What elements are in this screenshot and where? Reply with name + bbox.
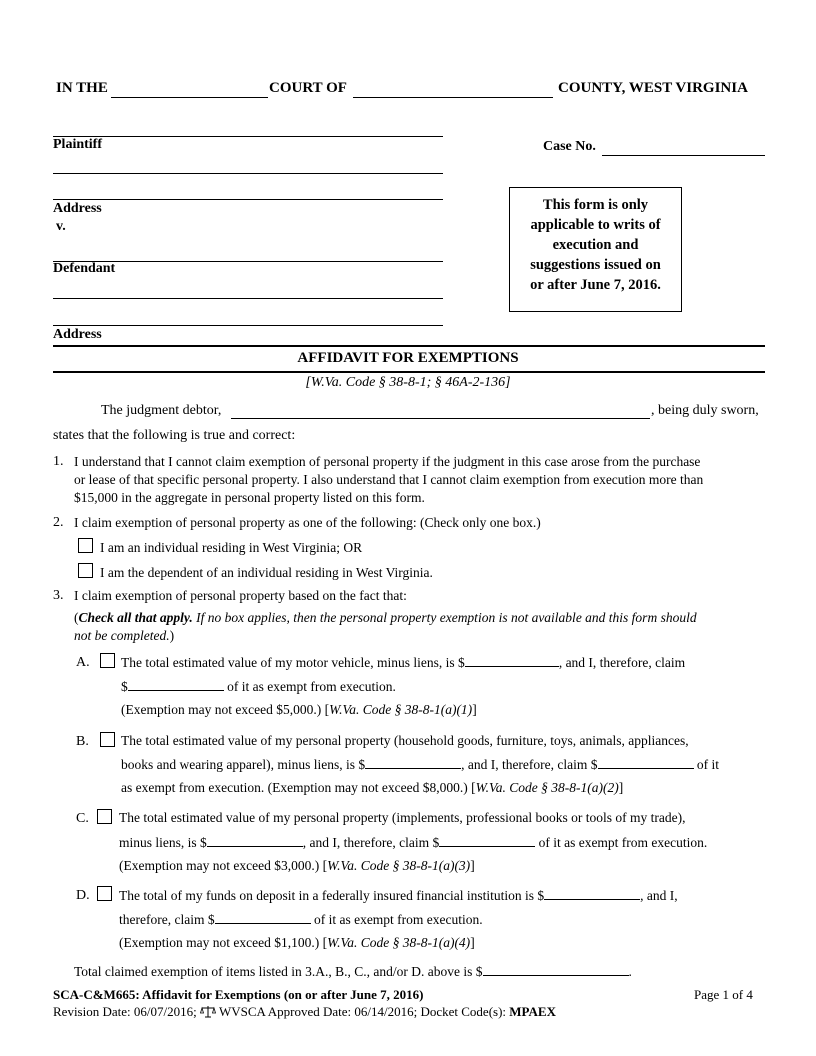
header-court-of: COURT OF [269, 80, 347, 96]
motor-vehicle-checkbox[interactable] [100, 653, 115, 668]
item-1-line-1: I understand that I cannot claim exemption of personal property if the judgment in this case arose from the purchase [74, 454, 701, 469]
subitem-c-text-1: minus liens, is $ [119, 835, 207, 850]
subitem-b-letter: B. [76, 734, 89, 749]
footer-docket-code: MPAEX [509, 1004, 556, 1019]
funds-claim-field[interactable] [215, 911, 311, 924]
subitem-c-text-2: , and I, therefore, claim $ [302, 835, 440, 850]
motor-vehicle-value-field[interactable] [465, 654, 559, 667]
subitem-d-text-2: , and I, [640, 888, 678, 903]
subitem-a-line-1 [121, 654, 685, 671]
subitem-a-letter: A. [76, 655, 90, 670]
total-text: Total claimed exemption of items listed in 3.A., B., C., and/or D. above is $ [74, 964, 483, 979]
subitem-b-text-3: of it [696, 757, 720, 772]
subitem-b-line-2 [121, 756, 719, 773]
subitem-c-code: W.Va. Code § 38-8-1(a)(3) [327, 858, 471, 873]
plaintiff-name-field[interactable] [53, 136, 443, 137]
plaintiff-label: Plaintiff [53, 137, 102, 152]
subitem-c-line-2 [119, 834, 707, 851]
header-in-the: IN THE [56, 80, 108, 96]
footer-revision [53, 1004, 556, 1022]
subitem-a-line-2 [121, 678, 396, 695]
item-1-line-3: $15,000 in the aggregate in personal property listed on this form. [74, 490, 425, 505]
item-1-line-2: or lease of that specific personal property. I also understand that I cannot claim exemption from execution more than [74, 472, 704, 487]
total-claim-field[interactable] [483, 963, 629, 976]
item-3-line-1: I claim exemption of personal property based on the fact that: [74, 588, 407, 603]
footer-form-id: SCA-C&M665: Affidavit for Exemptions (on or after June 7, 2016) [53, 987, 424, 1002]
subitem-a-limit: (Exemption may not exceed $5,000.) [ [121, 702, 330, 717]
address-label-2: Address [53, 327, 102, 342]
personal-property-checkbox[interactable] [100, 732, 115, 747]
intro-duly-sworn: , being duly sworn, [651, 403, 759, 418]
motor-vehicle-claim-field[interactable] [128, 678, 224, 691]
form-citation: [W.Va. Code § 38-8-1; § 46A-2-136] [305, 375, 511, 390]
title-rule-top [53, 345, 765, 347]
address-label-1: Address [53, 201, 102, 216]
resident-checkbox[interactable] [78, 538, 93, 553]
subitem-d-close: ] [470, 935, 475, 950]
instructions-italic: If no box applies, then the personal property exemption is not available and this form should [192, 610, 697, 625]
subitem-b-line-1: The total estimated value of my personal property (household goods, furniture, toys, animals, appliances, [121, 733, 689, 748]
tools-value-field[interactable] [207, 834, 303, 847]
subitem-d-text-1: The total of my funds on deposit in a federally insured financial institution is $ [119, 888, 545, 903]
funds-value-field[interactable] [544, 887, 640, 900]
subitem-d-line-1 [119, 887, 678, 904]
subitem-a-text-3: of it as exempt from execution. [227, 679, 396, 694]
subitem-b-limit: as exempt from execution. (Exemption may not exceed $8,000.) [ [121, 780, 476, 795]
dependent-checkbox[interactable] [78, 563, 93, 578]
subitem-a-text-1: The total estimated value of my motor vehicle, minus liens, is $ [121, 655, 465, 670]
subitem-c-letter: C. [76, 811, 89, 826]
item-1-number: 1. [53, 454, 64, 469]
subitem-a-dollar: $ [121, 679, 128, 694]
court-name-field[interactable] [111, 97, 268, 98]
subitem-c-close: ] [470, 858, 475, 873]
item-3-instructions: (Check all that apply. If no box applies, then the personal property exemption is not available and this form should [74, 610, 697, 625]
notice-line-1: This form is only [542, 197, 649, 213]
versus-label: v. [56, 219, 66, 234]
scales-of-justice-icon [200, 1005, 216, 1022]
subitem-d-line-3 [119, 935, 475, 951]
tools-of-trade-checkbox[interactable] [97, 809, 112, 824]
footer-page-number: Page 1 of 4 [694, 987, 753, 1002]
instructions-bold: Check all that apply. [78, 610, 193, 625]
item-2-number: 2. [53, 515, 64, 530]
intro-states: states that the following is true and correct: [53, 428, 296, 443]
subitem-b-code: W.Va. Code § 38-8-1(a)(2) [475, 780, 619, 795]
personal-property-value-field[interactable] [365, 756, 461, 769]
item-3-number: 3. [53, 588, 64, 603]
plaintiff-address-field-2[interactable] [53, 199, 443, 200]
subitem-a-text-2: , and I, therefore, claim [558, 655, 686, 670]
subitem-d-letter: D. [76, 888, 90, 903]
notice-box [509, 187, 682, 312]
instructions-italic-2: not be completed. [74, 628, 170, 643]
subitem-b-line-3 [121, 780, 623, 796]
notice-line-4: suggestions issued on [530, 257, 661, 273]
notice-line-2: applicable to writs of [530, 217, 661, 233]
defendant-address-field-2[interactable] [53, 325, 443, 326]
total-line [74, 963, 632, 980]
footer-approved-date: WVSCA Approved Date: 06/14/2016; Docket Code(s): [215, 1004, 510, 1019]
total-period: . [628, 964, 632, 979]
judgment-debtor-name-field[interactable] [231, 418, 650, 419]
subitem-a-close: ] [472, 702, 477, 717]
item-3-instructions-2: not be completed.) [74, 628, 175, 643]
subitem-c-line-1: The total estimated value of my personal property (implements, professional books or tools of my trade), [119, 810, 686, 825]
subitem-c-line-3 [119, 858, 475, 874]
subitem-b-text-1: books and wearing apparel), minus liens, is $ [121, 757, 366, 772]
subitem-a-line-3 [121, 702, 477, 718]
dependent-option-label: I am the dependent of an individual residing in West Virginia. [100, 565, 433, 580]
subitem-a-code: W.Va. Code § 38-8-1(a)(1) [329, 702, 473, 717]
defendant-label: Defendant [53, 261, 116, 276]
plaintiff-address-field-1[interactable] [53, 173, 443, 174]
subitem-d-code: W.Va. Code § 38-8-1(a)(4) [327, 935, 471, 950]
subitem-b-text-2: , and I, therefore, claim $ [461, 757, 598, 772]
resident-option-label: I am an individual residing in West Virginia; OR [100, 540, 363, 555]
subitem-d-line-2 [119, 911, 483, 928]
form-title: AFFIDAVIT FOR EXEMPTIONS [297, 350, 519, 366]
footer-revision-date: Revision Date: 06/07/2016; [53, 1004, 200, 1019]
funds-on-deposit-checkbox[interactable] [97, 886, 112, 901]
title-rule-bottom [53, 371, 765, 373]
defendant-address-field-1[interactable] [53, 298, 443, 299]
county-name-field[interactable] [353, 97, 553, 98]
personal-property-claim-field[interactable] [598, 756, 694, 769]
item-2-line-1: I claim exemption of personal property as one of the following: (Check only one box.) [74, 515, 541, 530]
notice-line-5: or after June 7, 2016. [530, 277, 661, 293]
notice-line-3: execution and [552, 237, 639, 253]
intro-judgment-debtor: The judgment debtor, [101, 403, 222, 418]
subitem-d-limit: (Exemption may not exceed $1,100.) [ [119, 935, 328, 950]
case-no-field[interactable] [602, 155, 765, 156]
subitem-d-text-3: therefore, claim $ [119, 912, 215, 927]
subitem-c-limit: (Exemption may not exceed $3,000.) [ [119, 858, 328, 873]
header-county: COUNTY, WEST VIRGINIA [558, 80, 748, 96]
case-no-label: Case No. [543, 139, 596, 154]
tools-claim-field[interactable] [439, 834, 535, 847]
subitem-b-close: ] [618, 780, 624, 795]
subitem-d-text-4: of it as exempt from execution. [313, 912, 483, 927]
subitem-c-text-3: of it as exempt from execution. [538, 835, 708, 850]
